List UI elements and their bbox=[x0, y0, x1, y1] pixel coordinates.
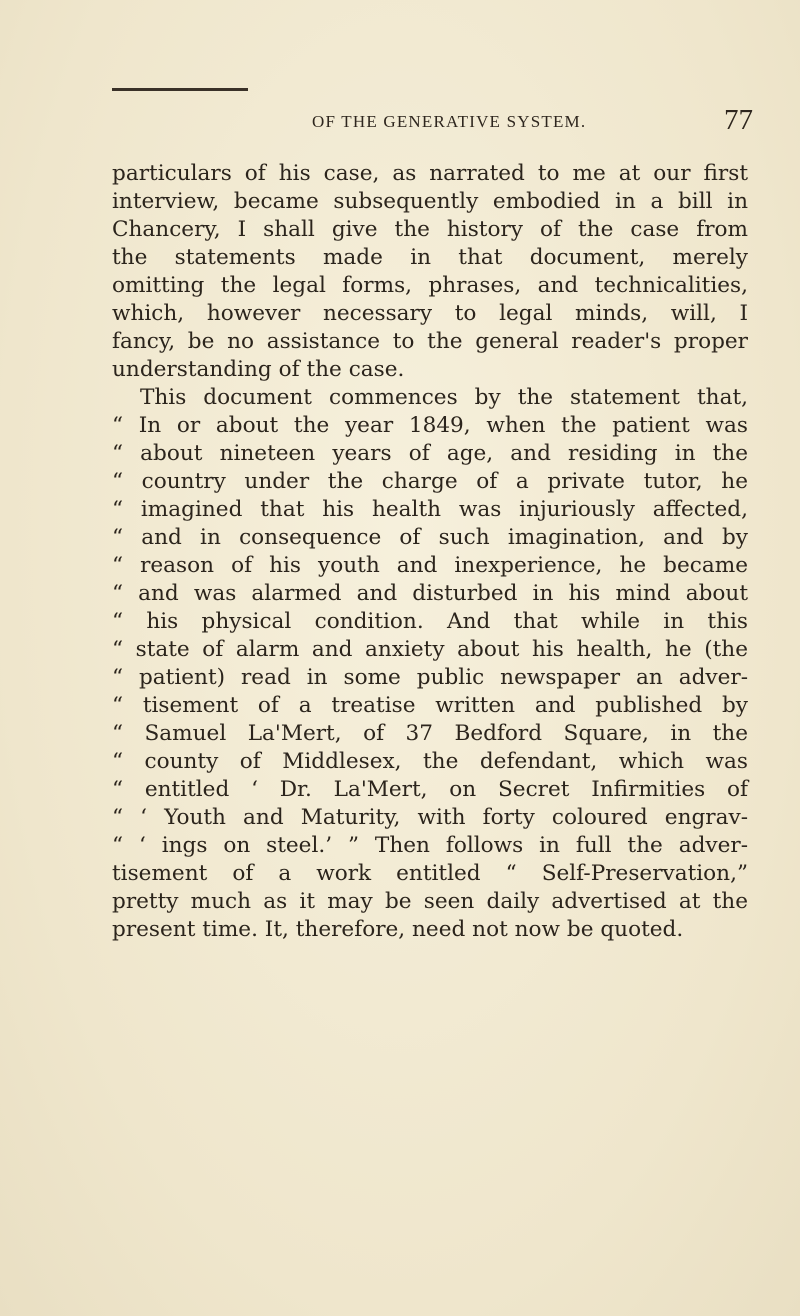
text-line: present time. It, therefore, need not now be quoted. bbox=[112, 917, 684, 942]
header-rule bbox=[112, 88, 248, 91]
text-line: This document commences by the statement that, bbox=[140, 385, 748, 410]
text-line: “ his physical condition. And that while in this bbox=[112, 609, 748, 634]
text-line: the statements made in that document, merely bbox=[112, 245, 748, 270]
text-line: “ tisement of a treatise written and published by bbox=[112, 693, 748, 718]
running-head bbox=[0, 96, 800, 136]
text-line: “ and in consequence of such imagination, and by bbox=[112, 525, 748, 550]
text-line: “ and was alarmed and disturbed in his mind about bbox=[112, 581, 748, 606]
text-line: fancy, be no assistance to the general reader's proper bbox=[112, 329, 748, 354]
text-line: “ Samuel La'Mert, of 37 Bedford Square, in the bbox=[112, 721, 748, 746]
text-line: tisement of a work entitled “ Self-Preservation,” bbox=[112, 861, 748, 886]
text-line: “ ‘ Youth and Maturity, with forty coloured engrav- bbox=[112, 805, 748, 830]
text-line: “ county of Middlesex, the defendant, which was bbox=[112, 749, 748, 774]
text-line: particulars of his case, as narrated to me at our first bbox=[112, 161, 748, 186]
text-line: “ state of alarm and anxiety about his health, he (the bbox=[112, 637, 748, 662]
text-line: omitting the legal forms, phrases, and technicalities, bbox=[112, 273, 748, 298]
text-line: Chancery, I shall give the history of the case from bbox=[112, 217, 748, 242]
text-line: “ In or about the year 1849, when the patient was bbox=[112, 413, 748, 438]
text-line: “ reason of his youth and inexperience, he became bbox=[112, 553, 748, 578]
body-text bbox=[112, 160, 748, 944]
text-line: understanding of the case. bbox=[112, 357, 405, 382]
text-line: “ about nineteen years of age, and residing in the bbox=[112, 441, 748, 466]
running-title: OF THE GENERATIVE SYSTEM. bbox=[312, 112, 587, 131]
text-line: “ imagined that his health was injuriously affected, bbox=[112, 497, 748, 522]
text-line: “ ‘ ings on steel.’ ” Then follows in full the adver- bbox=[112, 833, 748, 858]
page-number: 77 bbox=[724, 104, 753, 136]
text-line: pretty much as it may be seen daily advertised at the bbox=[112, 889, 748, 914]
text-line: “ entitled ‘ Dr. La'Mert, on Secret Infirmities of bbox=[112, 777, 748, 802]
text-line: “ patient) read in some public newspaper an adver- bbox=[112, 665, 748, 690]
text-line: interview, became subsequently embodied in a bill in bbox=[112, 189, 748, 214]
text-line: “ country under the charge of a private tutor, he bbox=[112, 469, 748, 494]
text-line: which, however necessary to legal minds, will, I bbox=[112, 301, 748, 326]
